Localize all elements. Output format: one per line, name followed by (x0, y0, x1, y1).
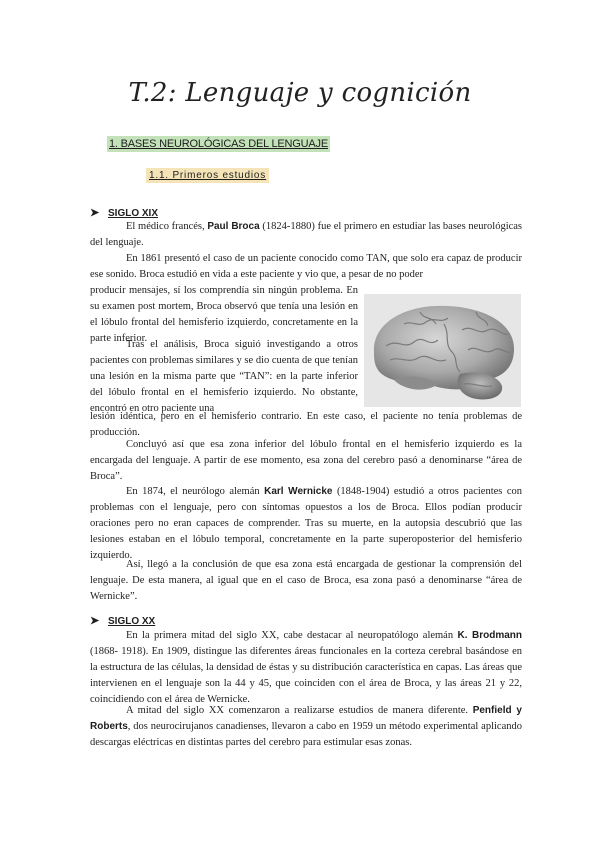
highlighted-name: Karl Wernicke (264, 486, 333, 497)
paragraph-area-broca: Concluyó así que esa zona inferior del lóbulo frontal en el hemisferio izquierdo es la encargada del lenguaje. A partir de ese momento, esa zona del cerebro pasó a denominarse “área de Broca”. (90, 439, 522, 482)
paragraph-broca-intro: El médico francés, Paul Broca (1824-1880) fue el primero en estudiar las bases neurológicas del lenguaje. (90, 221, 523, 248)
arrow-bullet-icon: ➤ (90, 615, 100, 627)
paragraph-tan-case: En 1861 presentó el caso de un paciente conocido como TAN, que solo era capaz de producir ese sonido. Broca estudió en vida a este paciente y vio que, a pesar de no poder (90, 253, 522, 280)
highlighted-name: K. Brodmann (457, 630, 522, 641)
brain-icon (364, 294, 521, 407)
section-label: SIGLO XX (108, 616, 156, 627)
highlighted-name: Penfield y Roberts (90, 705, 522, 732)
highlighted-name: Paul Broca (207, 221, 260, 232)
section-siglo-xix (90, 206, 158, 220)
paragraph-area-wernicke: Así, llegó a la conclusión de que esa zona está encargada de gestionar la comprensión del lenguaje. De esta manera, al igual que en el caso de Broca, esa zona pasó a denominarse “área de Wernicke”. (90, 559, 522, 602)
paragraph-tan-case-cont: producir mensajes, sí los comprendía sin ningún problema. En su examen post mortem, Broca observó que tenía una lesión en el lóbulo frontal del hemisferio izquierdo, concretamente en la parte inferior. (90, 285, 358, 344)
paragraph-penfield: A mitad del siglo XX comenzaron a realizarse estudios de manera diferente. Penfield y Roberts, dos neurocirujanos canadienses, llevaron a cabo en 1959 un método experimental aplicando descargas eléctricas en distintas partes del cerebro para estimular esas zonas. (90, 705, 522, 748)
paragraph-wernicke: En 1874, el neurólogo alemán Karl Wernicke (1848-1904) estudió a otros pacientes con problemas con el lenguaje, pero con síntomas opuestos a los de Broca. Ellos podían producir oraciones pero no eran capaces de comprender. Tras su muerte, en la autopsia descubrió que las lesiones estaban en el lóbulo temporal, concretamente en la parte superoposterior del hemisferio izquierdo. (90, 486, 522, 561)
arrow-bullet-icon: ➤ (90, 207, 100, 219)
paragraph-broca-research: Tras el análisis, Broca siguió investigando a otros pacientes con problemas similares y se dio cuenta de que tenían una lesión en la misma parte que “TAN”: en la parte inferior del lóbulo frontal en el hemisferio izquierdo. No obstante, encontró en otro paciente una (90, 339, 358, 414)
section-siglo-xx (90, 614, 155, 628)
paragraph-brodmann: En la primera mitad del siglo XX, cabe destacar al neuropatólogo alemán K. Brodmann (1868- 1918). En 1909, distingue las diferentes áreas funcionales en la corteza cerebral basándose en la estructura de las células, la densidad de éstas y su distribución característica en capas. Las áreas que intervienen en el lenguaje son la 44 y 45, que coinciden con el área de Broca, y las áreas 21 y 22, coincidiendo con el área de Wernicke. (90, 630, 522, 705)
section-label: SIGLO XIX (108, 208, 159, 219)
paragraph-broca-research-cont: lesión idéntica, pero en el hemisferio contrario. En este caso, el paciente no tenía problemas de producción. (90, 411, 522, 438)
brain-image (364, 294, 521, 407)
section-heading: 1. BASES NEUROLÓGICAS DEL LENGUAJE (109, 138, 328, 150)
page-title: T.2: Lenguaje y cognición (128, 78, 472, 108)
subsection-heading: 1.1. Primeros estudios (146, 168, 269, 183)
